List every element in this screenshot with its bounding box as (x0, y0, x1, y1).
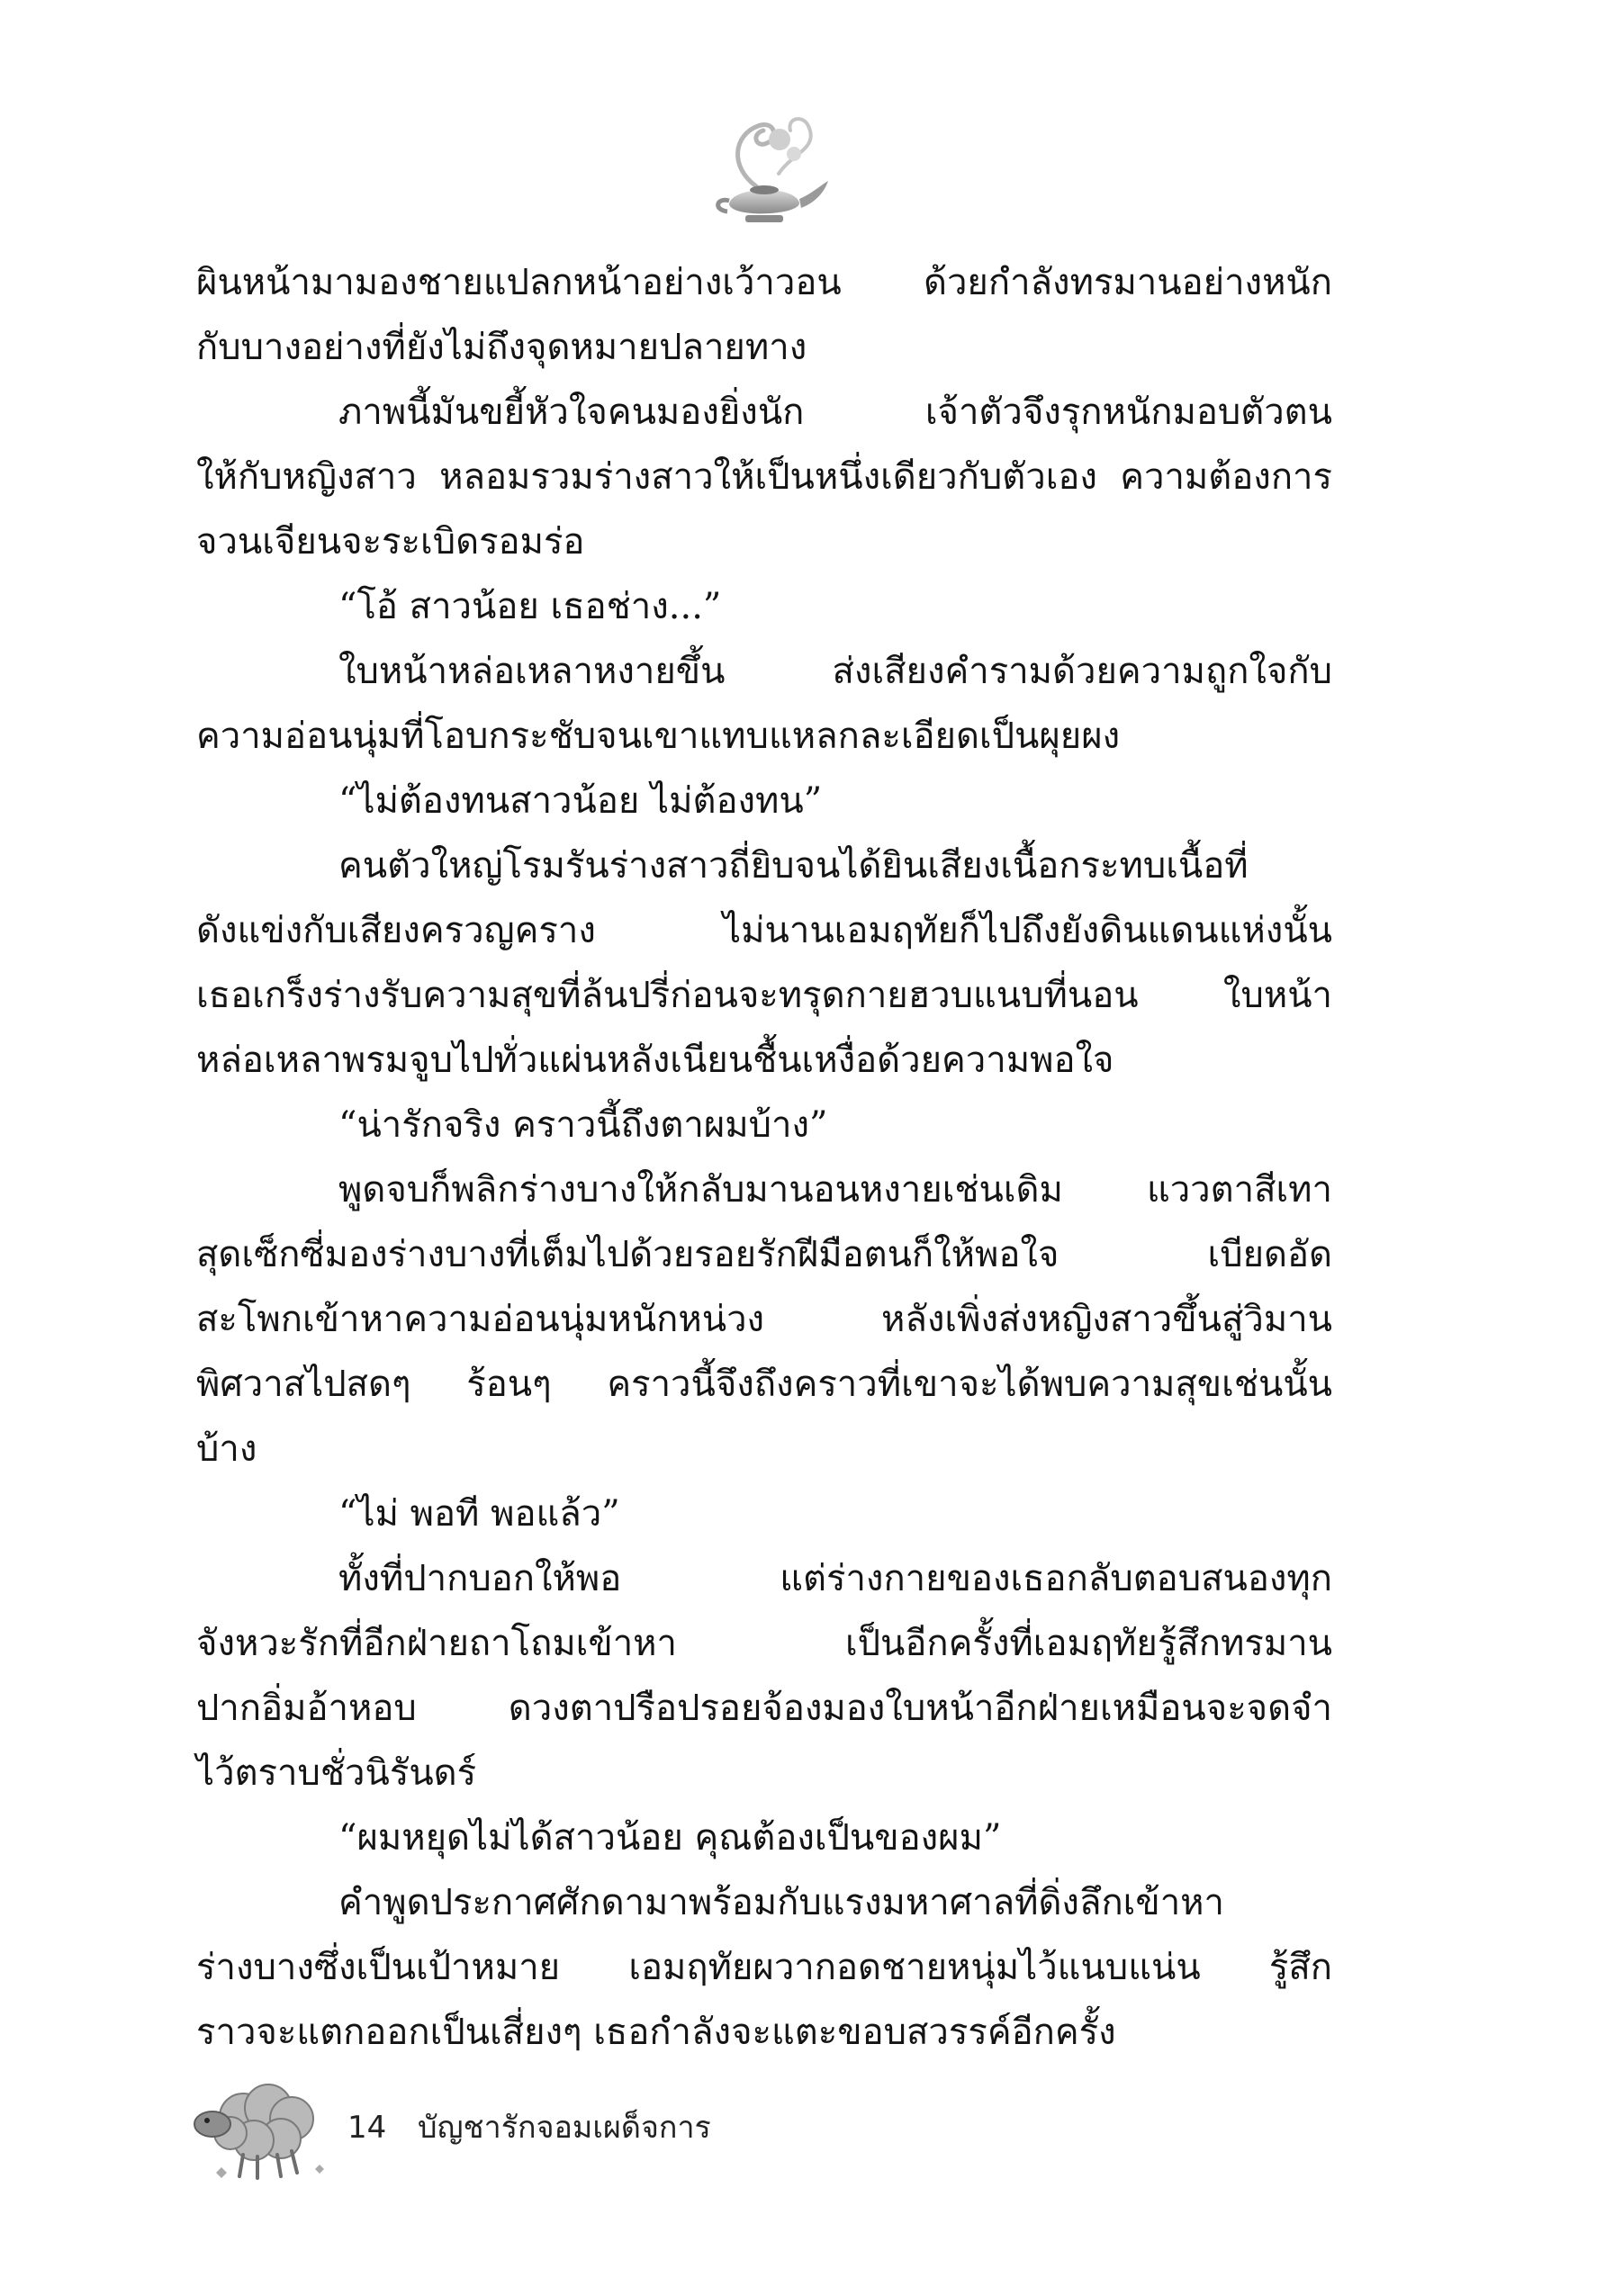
dialogue-line: “ผมหยุดไม่ได้สาวน้อย คุณต้องเป็นของผม” (338, 1817, 1002, 1859)
text-line: ผินหน้ามามองชายแปลกหน้าอย่างเว้าวอน ด้วยกำลังทรมานอย่างหนัก (196, 262, 1332, 303)
page-number: 14 (347, 2110, 387, 2146)
dialogue-line: “ไม่ต้องทนสาวน้อย ไม่ต้องทน” (338, 780, 823, 822)
text-line: ทั้งที่ปากบอกให้พอ แต่ร่างกายของเธอกลับตอบสนองทุก (338, 1558, 1332, 1599)
text-line: ราวจะแตกออกเป็นเสี่ยงๆ เธอกำลังจะแตะขอบสวรรค์อีกครั้ง (196, 2012, 1116, 2053)
text-line: พิศวาสไปสดๆ ร้อนๆ คราวนี้จึงถึงคราวที่เขาจะได้พบความสุขเช่นนั้น (196, 1364, 1332, 1405)
dialogue-line: “น่ารักจริง คราวนี้ถึงตาผมบ้าง” (338, 1104, 828, 1146)
text-line: ให้กับหญิงสาว หลอมรวมร่างสาวให้เป็นหนึ่งเดียวกับตัวเอง ความต้องการ (196, 456, 1332, 498)
sheep-icon (180, 2061, 342, 2187)
text-line: สุดเซ็กซี่มองร่างบางที่เต็มไปด้วยรอยรักฝีมือตนก็ให้พอใจ เบียดอัด (196, 1234, 1332, 1275)
text-line: จวนเจียนจะระเบิดรอมร่อ (196, 521, 585, 563)
text-line: คนตัวใหญ่โรมรันร่างสาวถี่ยิบจนได้ยินเสียงเนื้อกระทบเนื้อที่ (338, 845, 1249, 887)
text-line: กับบางอย่างที่ยังไม่ถึงจุดหมายปลายทาง (196, 327, 807, 368)
teapot-lamp-icon (693, 104, 837, 239)
text-line: ดังแข่งกับเสียงครวญคราง ไม่นานเอมฤทัยก็ไปถึงยังดินแดนแห่งนั้น (196, 910, 1332, 951)
text-line: ความอ่อนนุ่มที่โอบกระชับจนเขาแทบแหลกละเอียดเป็นผุยผง (196, 716, 1121, 757)
text-line: ร่างบางซึ่งเป็นเป้าหมาย เอมฤทัยผวากอดชายหนุ่มไว้แนบแน่น รู้สึก (196, 1947, 1332, 1988)
text-line: คำพูดประกาศศักดามาพร้อมกับแรงมหาศาลที่ดิ่งลึกเข้าหา (338, 1882, 1224, 1923)
text-line: ไว้ตราบชั่วนิรันดร์ (196, 1752, 477, 1794)
text-line: หล่อเหลาพรมจูบไปทั่วแผ่นหลังเนียนชื้นเหงื่อด้วยความพอใจ (196, 1040, 1114, 1081)
text-line: จังหวะรักที่อีกฝ่ายถาโถมเข้าหา เป็นอีกครั้งที่เอมฤทัยรู้สึกทรมาน (196, 1623, 1332, 1664)
text-line: ปากอิ่มอ้าหอบ ดวงตาปรือปรอยจ้องมองใบหน้าอีกฝ่ายเหมือนจะจดจำ (196, 1688, 1332, 1729)
text-line: พูดจบก็พลิกร่างบางให้กลับมานอนหงายเช่นเดิม แววตาสีเทา (338, 1169, 1332, 1211)
page-footer (180, 2061, 810, 2187)
text-line: บ้าง (196, 1428, 257, 1470)
dialogue-line: “โอ้ สาวน้อย เธอช่าง...” (338, 586, 722, 627)
dialogue-line: “ไม่ พอที พอแล้ว” (338, 1493, 620, 1535)
text-line: เธอเกร็งร่างรับความสุขที่ล้นปรี่ก่อนจะทรุดกายฮวบแนบที่นอน ใบหน้า (196, 975, 1332, 1016)
text-line: ภาพนี้มันขยี้หัวใจคนมองยิ่งนัก เจ้าตัวจึงรุกหนักมอบตัวตน (338, 392, 1332, 433)
book-title: บัญชารักจอมเผด็จการ (418, 2110, 711, 2146)
text-line: ใบหน้าหล่อเหลาหงายขึ้น ส่งเสียงคำรามด้วยความถูกใจกับ (338, 651, 1332, 692)
text-line: สะโพกเข้าหาความอ่อนนุ่มหนักหน่วง หลังเพิ่งส่งหญิงสาวขึ้นสู่วิมาน (196, 1299, 1332, 1340)
